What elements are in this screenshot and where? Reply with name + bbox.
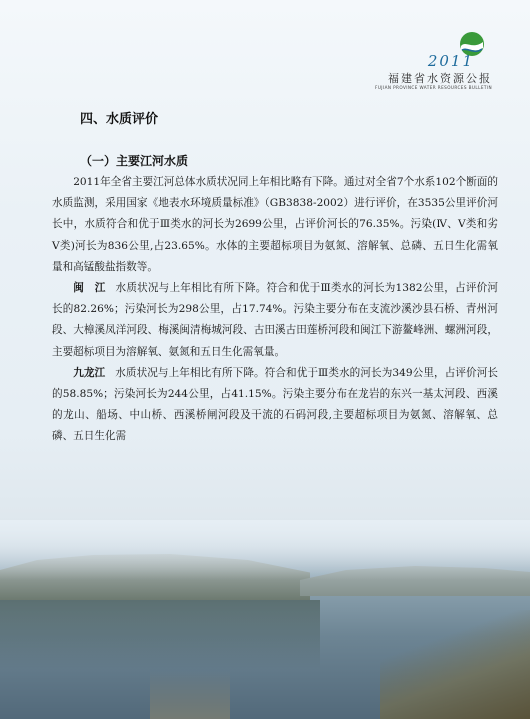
- bulletin-year: 2011: [427, 52, 474, 70]
- section-subheading: （一）主要江河水质: [80, 154, 189, 168]
- river-landscape-photo: [0, 520, 530, 719]
- foreground-reeds: [150, 670, 230, 719]
- bulletin-logo: [375, 30, 512, 90]
- paragraph-lead: 九龙江: [73, 366, 106, 379]
- photo-fade: [0, 520, 530, 580]
- paragraph-lead: 闽 江: [73, 282, 106, 295]
- section-heading: 四、水质评价: [80, 112, 159, 127]
- paragraph-overview: [52, 172, 498, 278]
- bulletin-title-en: FUJIAN PROVINCE WATER RESOURCES BULLETIN: [375, 85, 492, 90]
- water-reflection: [0, 600, 320, 670]
- paragraph-minjiang: [52, 278, 498, 363]
- paragraph-text: 水质状况与上年相比有所下降。符合和优于Ⅲ类水的河长为1382公里，占评价河长的82.26%；污染河长为298公里，占17.74%。污染主要分布在支流沙溪沙县石桥、青州河段、大樟溪凤洋河段、梅溪闽清梅城河段、古田溪古田莲桥河段和闽江下游鳌峰洲、螺洲河段，主要超标项目为溶解氧、氨氮和五日生化需氧量。: [52, 282, 498, 358]
- body-text: [52, 172, 498, 448]
- paragraph-text: 水质状况与上年相比有所下降。符合和优于Ⅲ类水的河长为349公里，占评价河长的58.85%；污染河长为244公里，占41.15%。污染主要分布在龙岩的东兴一基太河段、西溪的龙山、船场、中山桥、西溪桥闸河段及干流的石码河段,主要超标项目为氨氮、溶解氧、总磷、五日生化需: [52, 366, 499, 443]
- foreground-grass: [380, 610, 530, 719]
- bulletin-title-cn: 福建省水资源公报: [388, 72, 492, 85]
- paragraph-text: 2011年全省主要江河总体水质状况同上年相比略有下降。通过对全省7个水系102个断面的水质监测，采用国家《地表水环境质量标准》（GB3838-2002）进行评价，在3535公里评价河长中，水质符合和优于Ⅲ类水的河长为2699公里，占评价河长的76.35%。污染(Ⅳ、Ⅴ类和劣Ⅴ类)河长为836公里,占23.65%。水体的主要超标项目为氨氮、溶解氧、总磷、五日生化需氧量和高锰酸盐指数等。: [52, 176, 498, 273]
- paragraph-jiulongjiang: [52, 363, 498, 448]
